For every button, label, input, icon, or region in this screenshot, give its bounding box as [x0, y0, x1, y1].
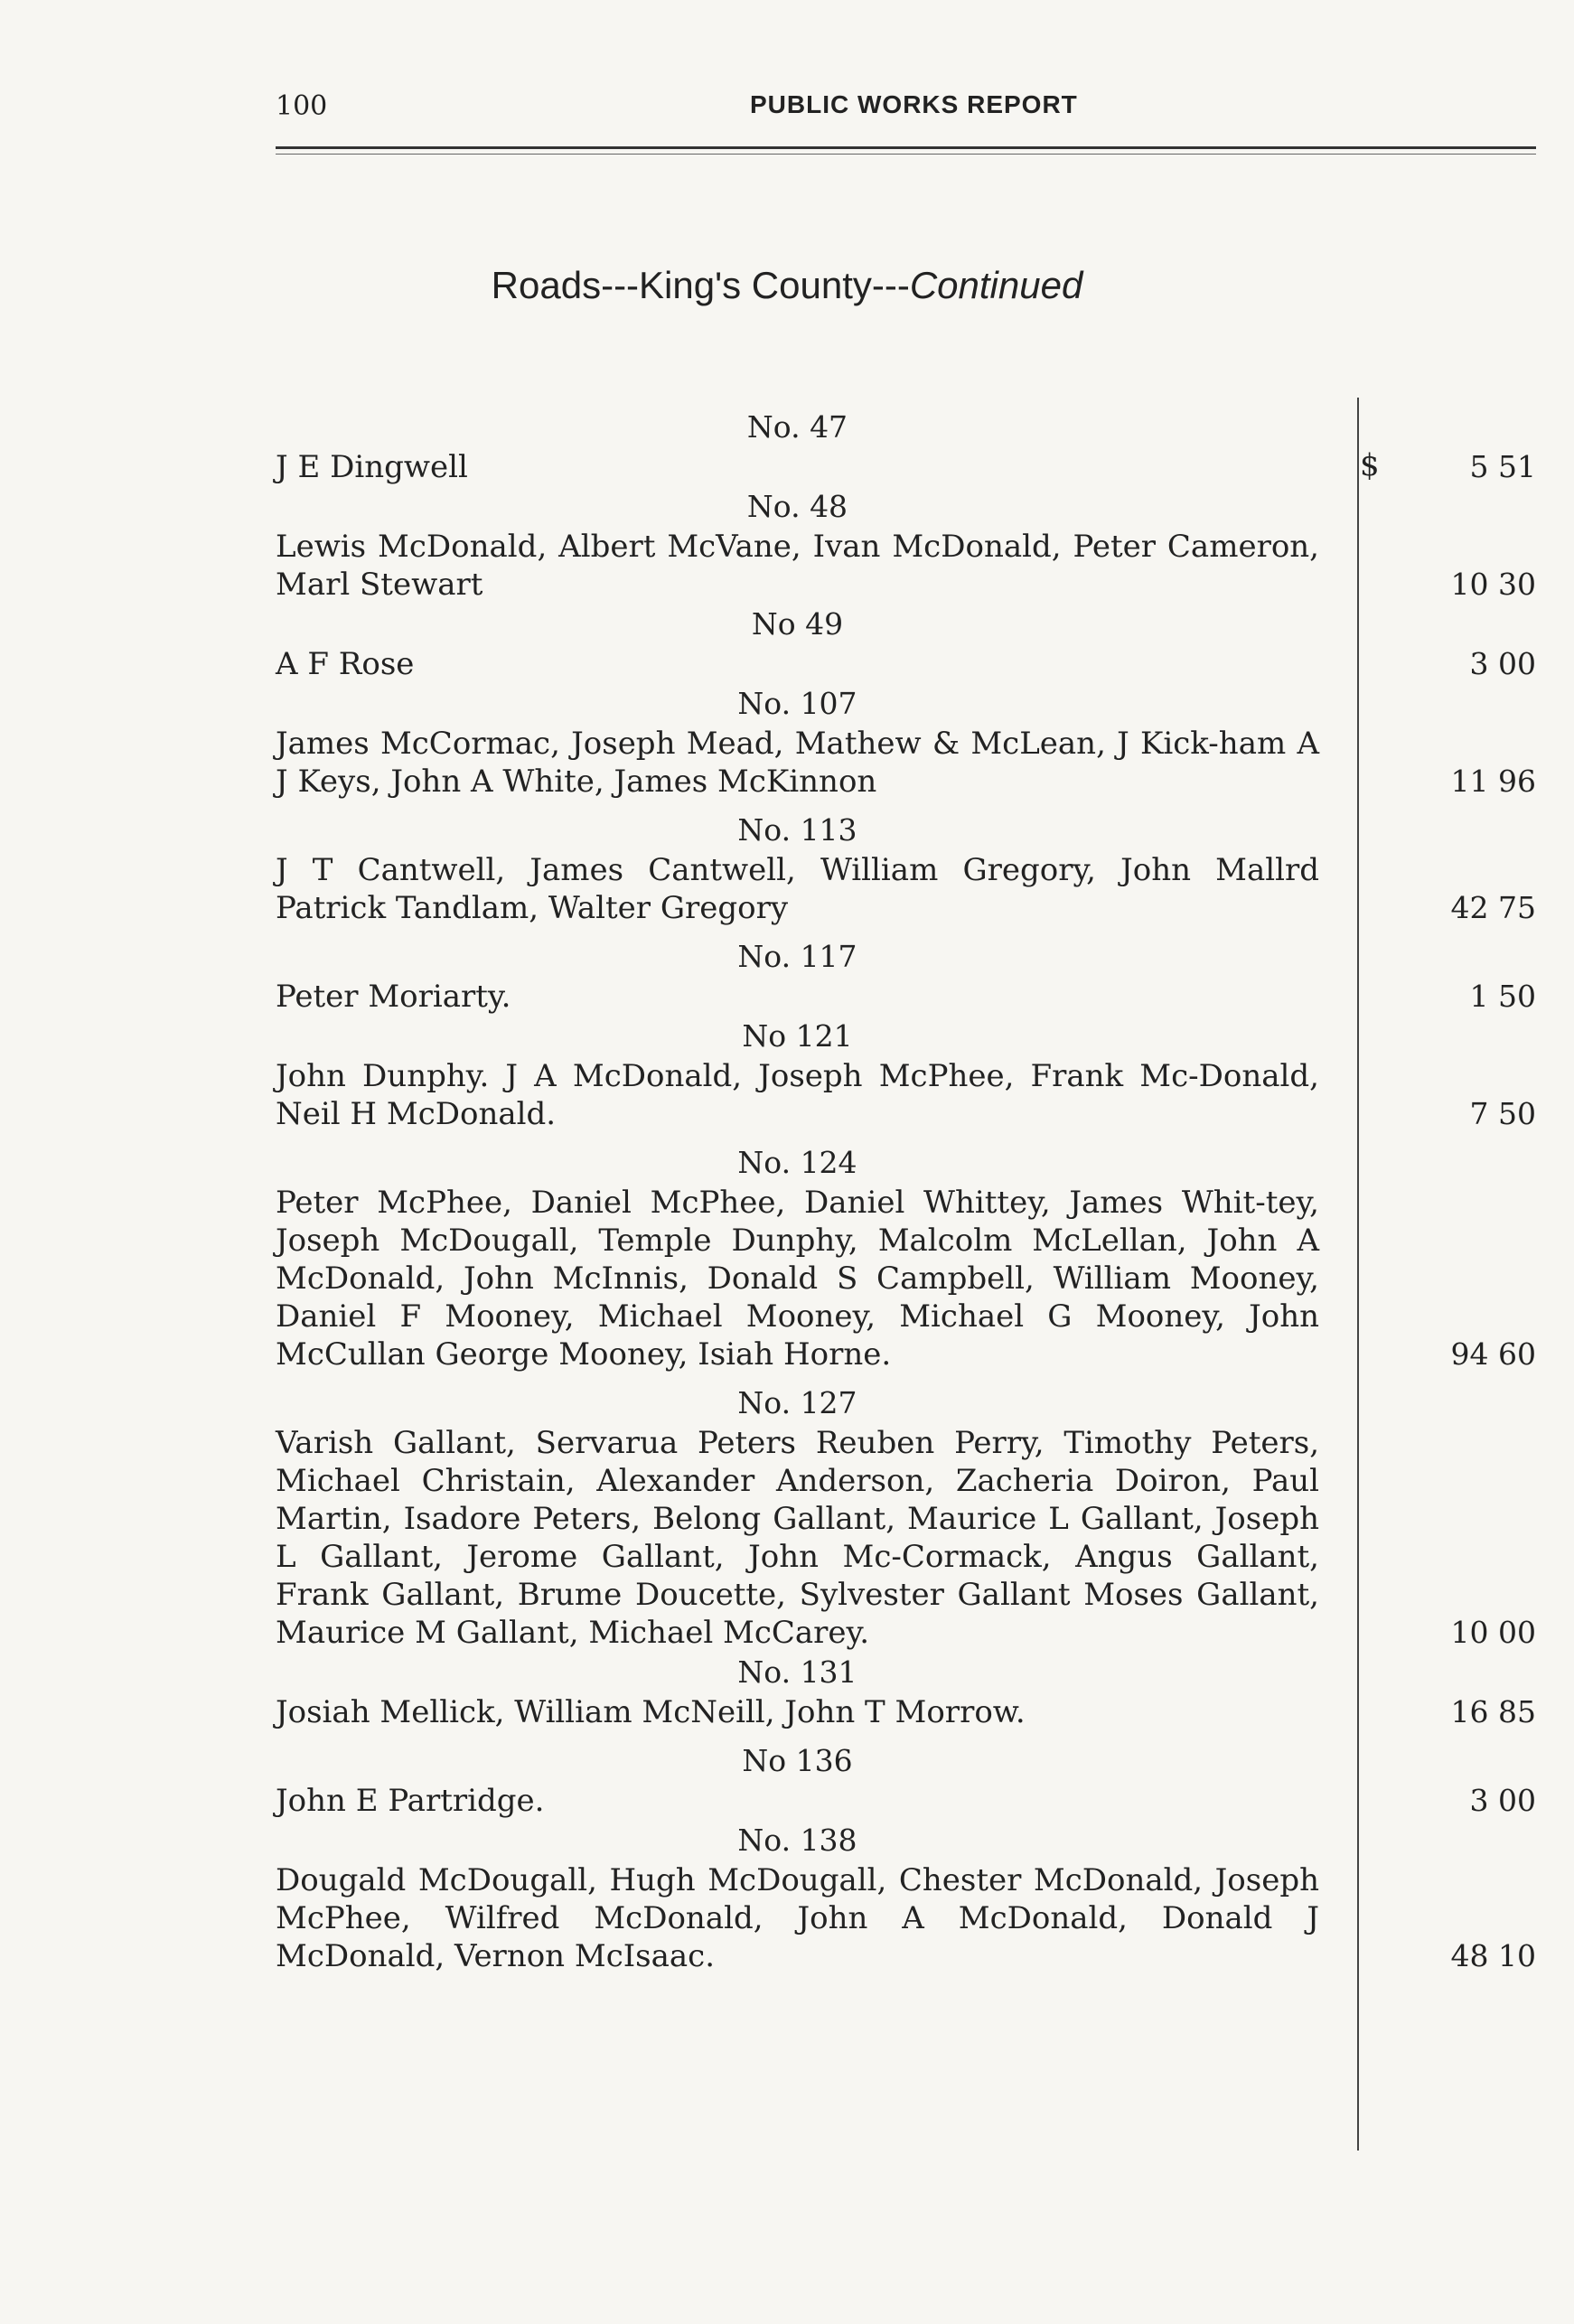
worker-names: A F Rose	[276, 646, 415, 682]
road-section	[276, 1142, 1536, 1373]
road-number: No. 124	[737, 1145, 857, 1180]
road-entry	[276, 725, 1536, 801]
amount: 11 96	[1450, 764, 1536, 799]
currency-symbol: $	[1360, 447, 1380, 483]
road-section	[276, 604, 1536, 683]
page-header	[276, 90, 1536, 127]
road-number: No. 47	[746, 409, 848, 445]
worker-names: Lewis McDonald, Albert McVane, Ivan McDonald, Peter Cameron, Marl Stewart	[276, 529, 1319, 603]
road-number: No. 48	[746, 489, 848, 524]
road-section	[276, 1740, 1536, 1820]
road-entry	[276, 1693, 1536, 1731]
header-rule-thin	[276, 154, 1536, 155]
header-rule	[276, 146, 1536, 149]
spacer	[276, 801, 1536, 810]
amount: 7 50	[1469, 1096, 1536, 1131]
road-entry	[276, 1782, 1536, 1820]
road-number: No. 107	[737, 686, 857, 721]
amount: 16 85	[1450, 1694, 1536, 1729]
title-continued: Continued	[909, 264, 1083, 306]
worker-names: Varish Gallant, Servarua Peters Reuben Perry, Timothy Peters, Michael Christain, Alexander Anderson, Zacheria Doiron, Paul Martin, Isadore Peters, Belong Gallant, Maurice L Gallant, Joseph L Gallant, Jerome Gallant, John Mc-Cormack, Angus Gallant, Frank Gallant, Brume Doucette, Sylvester Gallant Moses Gallant, Maurice M Gallant, Michael McCarey.	[276, 1425, 1319, 1651]
road-number: No 49	[751, 606, 844, 642]
roads-table	[276, 407, 1536, 1975]
worker-names: John E Partridge.	[276, 1783, 545, 1819]
road-entry	[276, 851, 1536, 927]
page-number: 100	[276, 90, 328, 122]
road-entry	[276, 1057, 1536, 1133]
spacer	[276, 1133, 1536, 1142]
title-main: Roads---King's County---	[491, 264, 910, 306]
road-entry	[276, 1861, 1536, 1975]
road-entry	[276, 528, 1536, 604]
spacer	[276, 1373, 1536, 1382]
amount: 3 00	[1469, 1783, 1536, 1818]
amount: 42 75	[1450, 890, 1536, 925]
road-entry	[276, 1424, 1536, 1652]
road-section	[276, 683, 1536, 801]
worker-names: J T Cantwell, James Cantwell, William Gregory, John Mallrd Patrick Tandlam, Walter Gregory	[276, 852, 1319, 926]
road-section	[276, 486, 1536, 604]
road-number: No. 131	[737, 1654, 857, 1690]
road-section	[276, 936, 1536, 1016]
road-section	[276, 1652, 1536, 1731]
amount: 94 60	[1450, 1336, 1536, 1372]
worker-names: Peter McPhee, Daniel McPhee, Daniel Whittey, James Whit-tey, Joseph McDougall, Temple Dunphy, Malcolm McLellan, John A McDonald, John McInnis, Donald S Campbell, William Mooney, Daniel F Mooney, Michael Mooney, Michael G Mooney, John McCullan George Mooney, Isiah Horne.	[276, 1185, 1319, 1373]
road-entry	[276, 978, 1536, 1016]
road-number: No 121	[742, 1018, 853, 1054]
road-section	[276, 810, 1536, 927]
amount: 3 00	[1469, 646, 1536, 681]
road-entry	[276, 645, 1536, 683]
amount: 1 50	[1469, 979, 1536, 1014]
road-section	[276, 407, 1536, 486]
road-section	[276, 1820, 1536, 1975]
worker-names: Josiah Mellick, William McNeill, John T Morrow.	[276, 1694, 1026, 1730]
running-head: PUBLIC WORKS REPORT	[750, 90, 1078, 118]
worker-names: J E Dingwell	[276, 449, 468, 485]
worker-names: Dougald McDougall, Hugh McDougall, Chester McDonald, Joseph McPhee, Wilfred McDonald, John A McDonald, Donald J McDonald, Vernon McIsaac.	[276, 1862, 1319, 1974]
amount: 48 10	[1450, 1938, 1536, 1973]
worker-names: James McCormac, Joseph Mead, Mathew & McLean, J Kick-ham A J Keys, John A White, James McKinnon	[276, 726, 1319, 800]
amount: 5 51	[1469, 449, 1536, 484]
spacer	[276, 927, 1536, 936]
worker-names: Peter Moriarty.	[276, 979, 511, 1015]
worker-names: John Dunphy. J A McDonald, Joseph McPhee, Frank Mc-Donald, Neil H McDonald.	[276, 1058, 1319, 1132]
road-number: No. 138	[737, 1823, 857, 1858]
road-section	[276, 1016, 1536, 1133]
road-section	[276, 1382, 1536, 1652]
road-number: No 136	[742, 1743, 853, 1778]
amount: 10 30	[1450, 567, 1536, 602]
road-entry	[276, 1184, 1536, 1373]
road-number: No. 117	[737, 939, 857, 974]
road-number: No. 113	[737, 812, 857, 848]
road-number: No. 127	[737, 1385, 857, 1420]
road-entry	[276, 448, 1536, 486]
amount: 10 00	[1450, 1615, 1536, 1650]
page-title	[0, 264, 1574, 307]
spacer	[276, 1731, 1536, 1740]
